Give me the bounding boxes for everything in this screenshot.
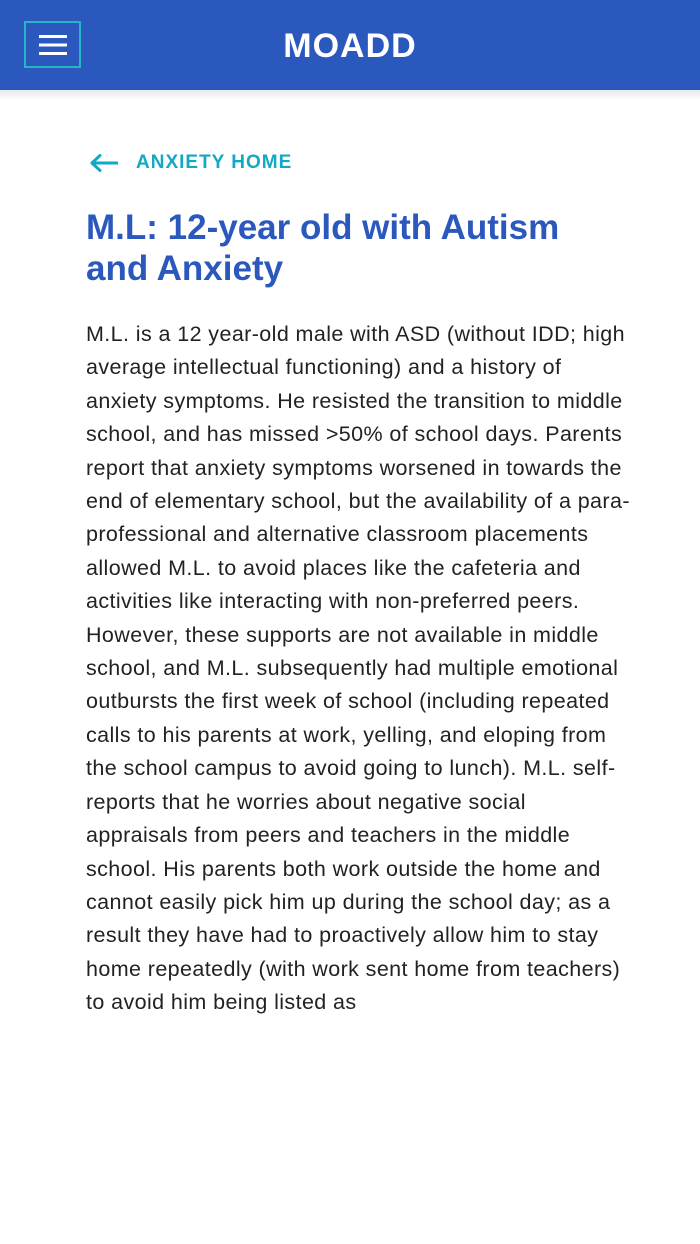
header-divider <box>0 90 700 100</box>
back-to-anxiety-home-link[interactable] <box>90 148 292 178</box>
menu-button[interactable] <box>24 21 81 68</box>
app-title: MOADD <box>283 27 417 65</box>
app-header <box>0 0 700 90</box>
back-link-label: ANXIETY HOME <box>136 152 293 173</box>
article-body-container[interactable] <box>86 318 631 1176</box>
page-title: M.L: 12-year old with Autism and Anxiety <box>86 208 560 288</box>
article-body-text: M.L. is a 12 year-old male with ASD (without IDD; high average intellectual functioning) and a history of anxiety symptoms. He resisted the transition to middle school, and has missed >50% of school days. Parents report that anxiety symptoms worsened in towards the end of elementary school, but the availability of a para-professional and alternative classroom placements allowed M.L. to avoid places like the cafeteria and activities like interacting with non-preferred peers. However, these supports are not available in middle school, and M.L. subsequently had multiple emotional outbursts the first week of school (including repeated calls to his parents at work, yelling, and eloping from the school campus to avoid going to lunch). M.L. self-reports that he worries about negative social appraisals from peers and teachers in the middle school. His parents both work outside the home and cannot easily pick him up during the school day; as a result they have had to proactively allow him to stay home repeatedly (with work sent home from teachers) to avoid him being listed as <box>86 322 630 1015</box>
hamburger-menu-icon <box>39 34 67 56</box>
arrow-left-icon <box>90 154 118 172</box>
